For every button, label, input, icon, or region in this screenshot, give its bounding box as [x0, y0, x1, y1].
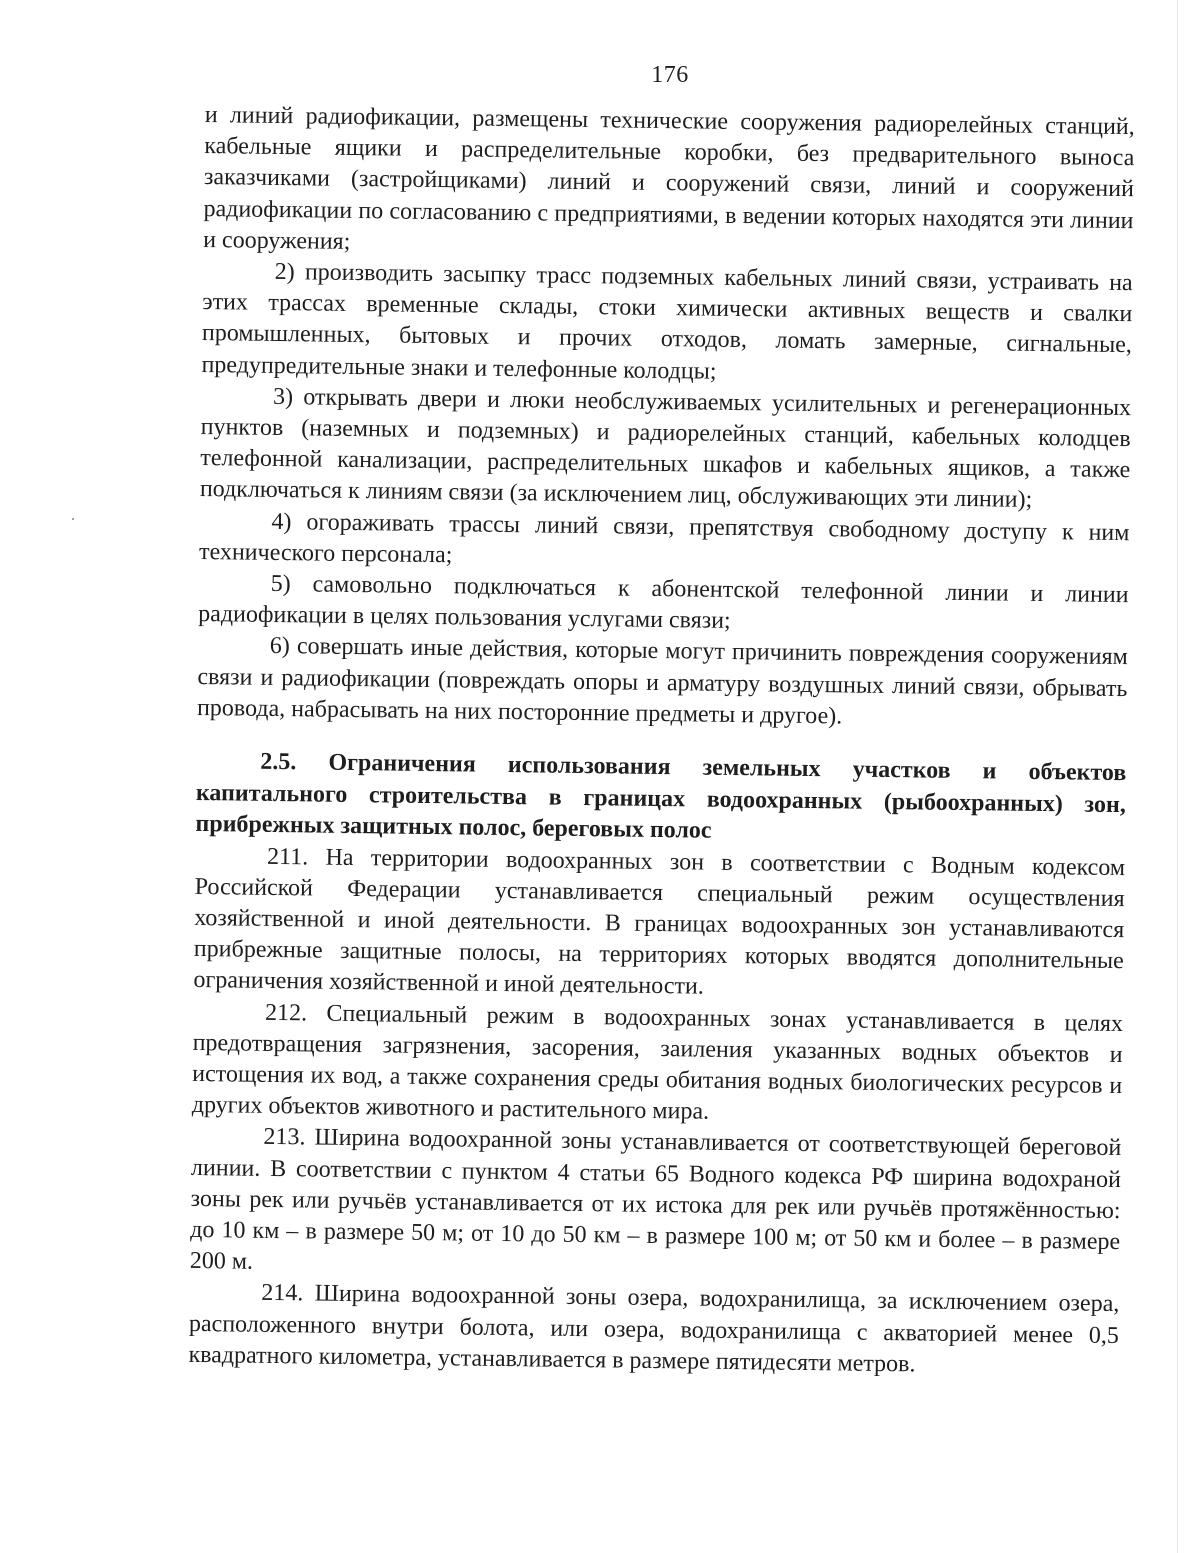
list-item-5: 5) самовольно подключаться к абонентской телефонной линии и линии радиофикации в целях пользования услугами связи;	[198, 570, 1129, 635]
list-item-3: 3) открывать двери и люки необслуживаемых усилительных и регенерационных пунктов (наземных и подземных) и радиорелейных станций, кабельных колодцев телефонной канализации, распределительных шкафов и кабельных ящиков, а также подключаться к линиям связи (за исключением лиц, обслуживающих эти линии);	[199, 383, 1132, 514]
document-body	[188, 100, 1135, 1383]
list-item-2: 2) производить засыпку трасс подземных кабельных линий связи, устраивать на этих трассах временные склады, стоки химически активных веществ и свалки промышленных, бытовых и прочих отходов, ломать замерные, сигнальные, предупредительные знаки и телефонные колодцы;	[201, 258, 1133, 385]
list-item-6: 6) совершать иные действия, которые могут причинить повреждения сооружениям связи и радиофикации (повреждать опоры и арматуру воздушных линий связи, обрывать провода, набрасывать на них посторонние предметы и другое).	[196, 633, 1128, 730]
page-number: 176	[651, 62, 689, 88]
scan-speck	[72, 518, 74, 520]
paragraph-214: 214. Ширина водоохранной зоны озера, водохранилища, за исключением озера, расположенного внутри болота, или озера, водохранилища с акваторией менее 0,5 квадратного километра, устанавливается в размере пятидесяти метров.	[188, 1280, 1120, 1378]
paragraph-continuation: и линий радиофикации, размещены технические сооружения радиорелейных станций, кабельные ящики и распределительные коробки, без предварительного выноса заказчиками (застройщиками) линий и сооружений связи, линий и сооружений радиофикации по согласованию с предприятиями, в ведении которых находятся эти линии и сооружения;	[202, 101, 1135, 255]
list-item-4: 4) огораживать трассы линий связи, препятствуя свободному доступу к ним технического персонала;	[198, 508, 1130, 569]
paragraph-212: 212. Специальный режим в водоохранных зонах устанавливается в целях предотвращения загрязнения, засорения, заиления указанных водных объектов и истощения их вод, а также сохранения среды обитания водных биологических ресурсов и других объектов животного и растительного мира.	[191, 999, 1124, 1125]
scan-edge-shadow	[1177, 0, 1178, 1553]
paragraph-213: 213. Ширина водоохранной зоны устанавливается от соответствующей береговой линии. В соответствии с пунктом 4 статьи 65 Водного кодекса РФ ширина водохраной зоны рек или ручьёв устанавливается от их истока для рек или ручьёв протяжённостью: до 10 км – в размере 50 м; от 10 до 50 км – в размере 100 м; от 50 км и более – в размере 200 м.	[189, 1124, 1122, 1275]
section-heading-2-5: 2.5. Ограничения использования земельных участков и объектов капитального строительства в границах водоохранных (рыбоохранных) зон, прибрежных защитных полос, береговых полос	[195, 748, 1127, 844]
paragraph-211: 211. На территории водоохранных зон в соответствии с Водным кодексом Российской Федерации устанавливается специальный режим осуществления хозяйственной и иной деятельности. В границах водоохранных зон устанавливаются прибрежные защитные полосы, на территориях которых вводятся дополнительные ограничения хозяйственной и иной деятельности.	[193, 843, 1126, 1000]
